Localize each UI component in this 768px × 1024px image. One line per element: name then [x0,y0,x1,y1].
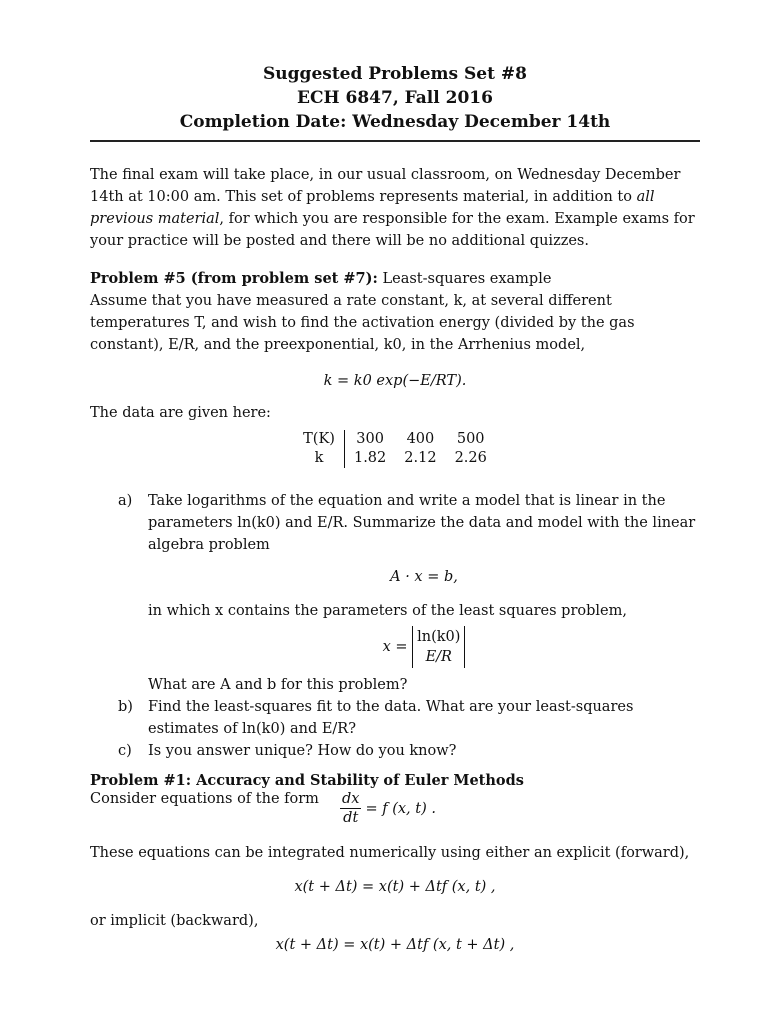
item-text-2: in which x contains the parameters of the least squares problem, [148,603,627,619]
table-cell: 1.82 [353,450,387,466]
problem-5-items [90,490,700,762]
table-row [294,449,496,468]
table-cell: 2.12 [404,450,437,466]
problem-1-intro: Consider equations of the form [90,791,319,807]
table-row [294,430,496,449]
ode-denominator: dt [343,810,359,826]
intro-text-after: , for which you are responsible for the exam. Example exams for your practice will be posted and there will be no additional quizzes. [90,211,695,249]
ode-line [90,792,700,842]
item-label: b) [118,699,133,715]
table-cell: 2.26 [454,450,487,466]
parameter-vector [148,626,700,668]
title-divider [90,140,700,142]
table-cell: 400 [406,431,435,447]
intro-text-before: The final exam will take place, in our usual classroom, on Wednesday December 14th at 10:00 am. This set of problems represents material, in addition to [90,167,681,205]
problem-5-body: Assume that you have measured a rate constant, k, at several different temperatures T, and wish to find the activation energy (divided by the gas constant), E/R, and the preexponential, k0, in the Arrhenius model, [90,293,635,353]
item-text: Find the least-squares fit to the data. What are your least-squares estimates of ln(k0) and E/R? [148,699,634,737]
item-label: c) [118,743,132,759]
ode-numerator: dx [342,791,360,807]
implicit-text: or implicit (backward), [90,913,259,929]
arrhenius-equation: k = k0 exp(−E/RT). [323,373,467,389]
item-text: Is you answer unique? How do you know? [148,743,457,759]
ode-equation [340,790,436,827]
item-label: a) [118,493,133,509]
table-row-label: k [294,449,344,468]
intro-emphasis: all previous material [90,189,655,227]
linear-system-equation: A · x = b, [390,569,458,585]
data-table [294,430,496,468]
vector-entry: ln(k0) [417,629,461,645]
table-cell: 300 [356,431,384,447]
title-line-1: Suggested Problems Set #8 [263,64,527,84]
table-cell: 500 [456,431,485,447]
problem-5-subtitle: Least-squares example [382,271,552,287]
item-text: Take logarithms of the equation and write a model that is linear in the parameters ln(k0) and E/R. Summarize the data and model with the linear algebra problem [148,493,696,553]
vector-lhs: x = [382,639,408,655]
title-line-3: Completion Date: Wednesday December 14th [179,112,611,132]
vector-entry: E/R [425,649,452,665]
table-row-label: T(K) [294,430,344,449]
document-header [90,62,700,142]
ode-fraction [340,790,361,827]
document-page [90,62,700,956]
vector-bracket [412,626,465,668]
intro-paragraph [90,164,700,252]
problem-1-heading: Problem #1: Accuracy and Stability of Euler Methods [90,772,524,789]
ode-rhs: = f (x, t) . [365,800,436,817]
problem-5 [90,268,700,762]
problem-5-heading: Problem #5 (from problem set #7): [90,270,378,287]
implicit-euler-equation: x(t + Δt) = x(t) + Δtf (x, t + Δt) , [275,937,515,953]
list-item [90,490,700,696]
problem-1 [90,770,700,956]
data-intro: The data are given here: [90,405,271,421]
explicit-text: These equations can be integrated numerically using either an explicit (forward), [90,845,690,861]
list-item [90,740,700,762]
title-line-2: ECH 6847, Fall 2016 [297,88,493,108]
list-item [90,696,700,740]
explicit-euler-equation: x(t + Δt) = x(t) + Δtf (x, t) , [294,879,496,895]
item-text-3: What are A and b for this problem? [148,677,408,693]
